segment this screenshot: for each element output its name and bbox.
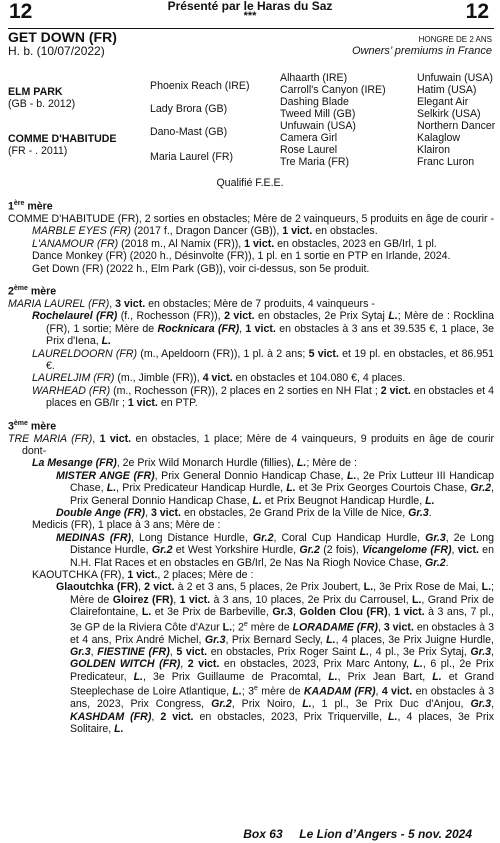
stars: *** [243,10,257,22]
dam-paragraph: COMME D'HABITUDE (FR), 2 sorties en obstacles; Mère de 2 vainqueurs, 5 produits en âge de courir - [8,212,494,225]
pedigree-g2: Rose Laurel [280,144,338,156]
pedigree-g3: Kalaglow [417,132,460,144]
lot-number-right: 12 [465,0,489,23]
produce-paragraph: Medicis (FR), 1 place à 3 ans; Mère de : [32,519,221,532]
produce-paragraph: Get Down (FR) (2022 h., Elm Park (GB)), voir ci-dessus, son 5e produit. [32,262,370,275]
produce-paragraph: L'ANAMOUR (FR) (2018 m., Al Namix (FR)), 1 vict. en obstacles, 2023 en GB/Irl, 1 pl. [32,237,437,250]
sex-age: HONGRE DE 2 ANS [418,35,492,44]
dam-paragraph: TRE MARIA (FR), 1 vict. en obstacles, 1 place; Mère de 4 vainqueurs, 9 produits en âge de courir dont- [8,432,494,457]
qualification: Qualifié F.E.E. [216,177,284,189]
family-notes [8,198,494,735]
pedigree-g2: Unfuwain (USA) [280,120,356,132]
section-heading-2eme-mere: 2ème mère [8,284,57,298]
pedigree-g2: Dashing Blade [280,96,349,108]
owners-premiums: Owners’ premiums in France [352,45,492,57]
produce-paragraph: LAURELDOORN (FR) (m., Apeldoorn (FR)), 1 pl. à 2 ans; 5 vict. et 19 pl. en obstacles, et 86.951 €. [32,347,494,372]
dam-info: (FR - . 2011) [8,145,68,157]
pedigree-g2: Tre Maria (FR) [280,156,350,168]
pedigree-g2: Camera Girl [280,132,338,144]
produce-paragraph: MARBLE EYES (FR) (2017 f., Dragon Dancer (GB)), 1 vict. en obstacles. [32,225,378,238]
footer: Box 63 Le Lion d’Angers - 5 nov. 2024 [243,827,472,841]
produce-paragraph: Dance Monkey (FR) (2020 h., Désinvolte (FR)), 1 pl. en 1 sortie en PTP en Irlande, 2024. [32,250,451,263]
pedigree-g1: Dano-Mast (GB) [150,126,228,138]
sire-name: ELM PARK [8,86,63,98]
section-heading-3eme-mere: 3ème mère [8,419,57,433]
pedigree-g3: Unfuwain (USA) [417,72,493,84]
pedigree-g3: Northern Dancer [417,120,496,132]
pedigree-g3: Klairon [417,144,450,156]
produce-paragraph: Double Ange (FR), 3 vict. en obstacles, 2e Grand Prix de la Ville de Nice, Gr.3. [56,506,432,519]
pedigree-g2: Tweed Mill (GB) [280,108,356,120]
horse-description: H. b. (10/07/2022) [8,44,105,58]
dam-name: COMME D'HABITUDE [8,133,117,145]
pedigree-g2: Carroll's Canyon (IRE) [280,84,386,96]
produce-paragraph: WARHEAD (FR) (m., Rochesson (FR)), 2 places en 2 sorties en NH Flat ; 2 vict. en obstacles et 4 places en GB/Ir ; 1 vict. en PTP. [32,384,494,410]
pedigree-g3: Franc Luron [417,156,475,168]
produce-paragraph: Rochelaurel (FR) (f., Rochesson (FR)), 2 vict. en obstacles, 2e Prix Sytaj L.; Mère de : Rocklina (FR), 1 sortie; Mère de Rocknicara (FR), 1 vict. en obstacles à 3 ans et 39.535 €, 1 place, 3e Prix d'Iena, L. [32,310,495,348]
lot-number-left: 12 [9,0,33,23]
pedigree-g2: Alhaarth (IRE) [280,72,348,84]
presenter: Présenté par le Haras du Saz [167,0,333,13]
pedigree-g1: Phoenix Reach (IRE) [150,80,250,92]
produce-paragraph: La Mesange (FR), 2e Prix Wild Monarch Hurdle (fillies), L.; Mère de : [32,457,357,470]
produce-paragraph: LAURELJIM (FR) (m., Jimble (FR)), 4 vict. en obstacles et 104.080 €, 4 places. [32,372,406,385]
pedigree-g3: Hatim (USA) [417,84,477,96]
produce-paragraph: KAOUTCHKA (FR), 1 vict., 2 places; Mère de : [32,568,254,581]
produce-paragraph: MEDINAS (FR), Long Distance Hurdle, Gr.2, Coral Cup Handicap Hurdle, Gr.3, 2e Long Distance Hurdle, Gr.2 et West Yorkshire Hurdle, Gr.2 (2 fois), Vicangelome (FR), vict. en N.H. Flat Races et en obstacles en GB/Irl, 2e Nas Na Riogh Novice Chase, Gr.2. [56,531,494,569]
pedigree-g1: Lady Brora (GB) [150,103,228,115]
dam-paragraph: MARIA LAUREL (FR), 3 vict. en obstacles; Mère de 7 produits, 4 vainqueurs - [8,297,375,310]
horse-name: GET DOWN (FR) [8,29,117,45]
section-heading-1ere-mere: 1ère mère [8,200,53,213]
pedigree-g1: Maria Laurel (FR) [150,151,234,163]
pedigree-g3: Elegant Air [417,96,469,108]
sire-info: (GB - b. 2012) [8,98,76,110]
produce-paragraph: MISTER ANGE (FR), Prix General Donnio Handicap Chase, L., 2e Prix Lutteur III Handicap Chase, L., Prix Predicateur Handicap Hurdle, L. et 3e Prix Georges Courtois Chase, Gr.2, Prix General Donnio Handicap Chase, L. et Prix Beugnot Handicap Hurdle, L. [56,469,494,507]
produce-paragraph: Glaoutchka (FR), 2 vict. à 2 et 3 ans, 5 places, 2e Prix Joubert, L., 3e Prix Rose de Mai, L.; Mère de Gloirez (FR), 1 vict. à 3 ans, 10 places, 2e Prix du Carrousel, L., Grand Prix de Clairefontaine, L. et 3e Prix de Barbeville, Gr.3, Golden Clou (FR), 1 vict. à 3 ans, 7 pl., 3e GP de la Riviera Côte d'Azur L.; 2e mère de LORADAME (FR), 3 vict. en obstacles à 3 et 4 ans, Prix André Michel, Gr.3, Prix Bernard Secly, L., 4 places, 3e Prix Juigne Hurdle, Gr.3, FIESTINE (FR), 5 vict. en obstacles, Prix Roger Saint L., 4 pl., 3e Prix Sytaj, Gr.3, GOLDEN WITCH (FR), 2 vict. en obstacles, 2023, Prix Marc Antony, L., 6 pl., 2e Prix Predicateur, L., 3e Prix Guillaume de Pracomtal, L., Prix Jean Bart, L. et Grand Steeplechase de Loire Atlantique, L.; 3e mère de KAADAM (FR), 4 vict. en obstacles à 3 ans, 2023, Prix Congress, Gr.2, Prix Noiro, L., 1 pl., 3e Prix Duc d'Anjou, Gr.3, KASHDAM (FR), 2 vict. en obstacles, 2023, Prix Triquerville, L., 4 places, 3e Prix Solitaire, L. [56,581,495,735]
pedigree-g3: Selkirk (USA) [417,108,481,120]
